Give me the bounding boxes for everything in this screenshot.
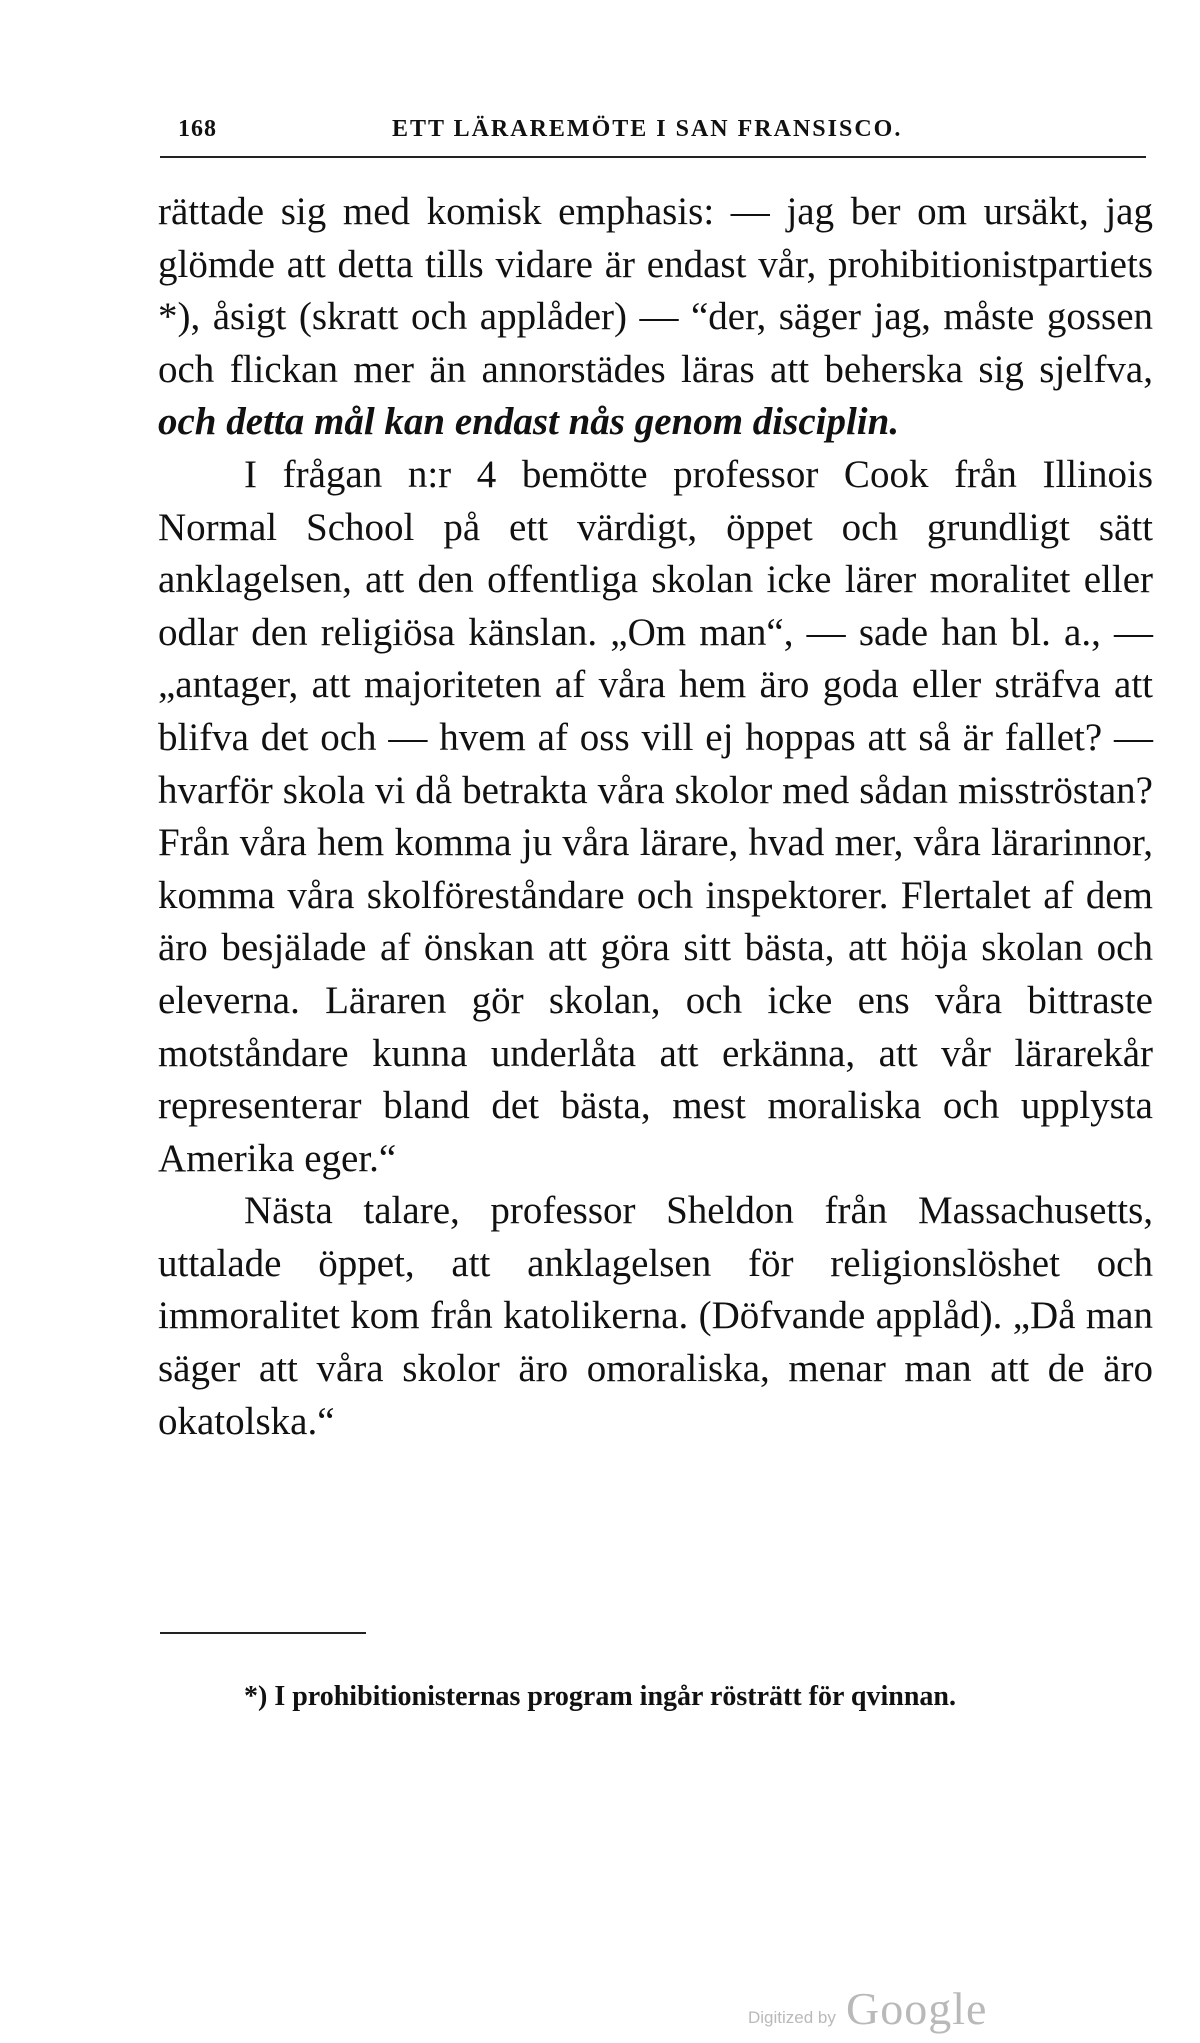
watermark-prefix: Digitized by bbox=[748, 2008, 836, 2027]
page-number: 168 bbox=[178, 116, 217, 142]
main-text bbox=[158, 186, 1153, 1448]
paragraph-sheldon: Nästa talare, professor Sheldon från Massachusetts, uttalade öppet, att anklagelsen för religionslöshet och immoralitet kom från katolikerna. (Döfvande applåd). „Då man säger att våra skolor äro omoraliska, menar man att de äro okatolska.“ bbox=[158, 1189, 1153, 1443]
paragraph-continuation-text: rättade sig med komisk emphasis: — jag ber om ursäkt, jag glömde att detta tills vidare är endast vår, prohibitionistpartiets *), åsigt (skratt och applåder) — “der, säger jag, måste gossen och flickan mer än annorstädes läras att beherska sig sjelfva, bbox=[158, 190, 1153, 391]
running-title: ETT LÄRAREMÖTE I SAN FRANSISCO. bbox=[392, 116, 903, 142]
paragraph-cook: I frågan n:r 4 bemötte professor Cook från Illinois Normal School på ett värdigt, öppet och grundligt sätt anklagelsen, att den offentliga skolan icke lärer moralitet eller odlar den religiösa känslan. „Om man“, — sade han bl. a., — „antager, att majoriteten af våra hem äro goda eller sträfva att blifva det och — hvem af oss vill ej hoppas att så är fallet? — hvarför skola vi då betrakta våra skolor med sådan misströstan? Från våra hem komma ju våra lärare, hvad mer, våra lärarinnor, komma våra skolföreståndare och inspektorer. Flertalet af dem äro besjälade af önskan att göra sitt bästa, att höja skolan och eleverna. Läraren gör skolan, och icke ens våra bittraste motståndare kunna underlåta att erkänna, att vår lärarekår representerar bland det bästa, mest moraliska och upplysta Amerika eger.“ bbox=[158, 452, 1153, 1180]
running-header bbox=[160, 112, 1146, 152]
digitized-watermark bbox=[748, 1983, 1008, 2038]
footnote: *) I prohibitionisternas program ingår rösträtt för qvinnan. bbox=[244, 1681, 956, 1712]
emphasized-text: och detta mål kan endast nås genom disciplin. bbox=[158, 400, 900, 444]
paragraph-continuation bbox=[158, 186, 1153, 449]
header-rule bbox=[160, 156, 1146, 158]
footnote-rule bbox=[160, 1632, 366, 1634]
google-logo: Google bbox=[846, 1983, 988, 2034]
